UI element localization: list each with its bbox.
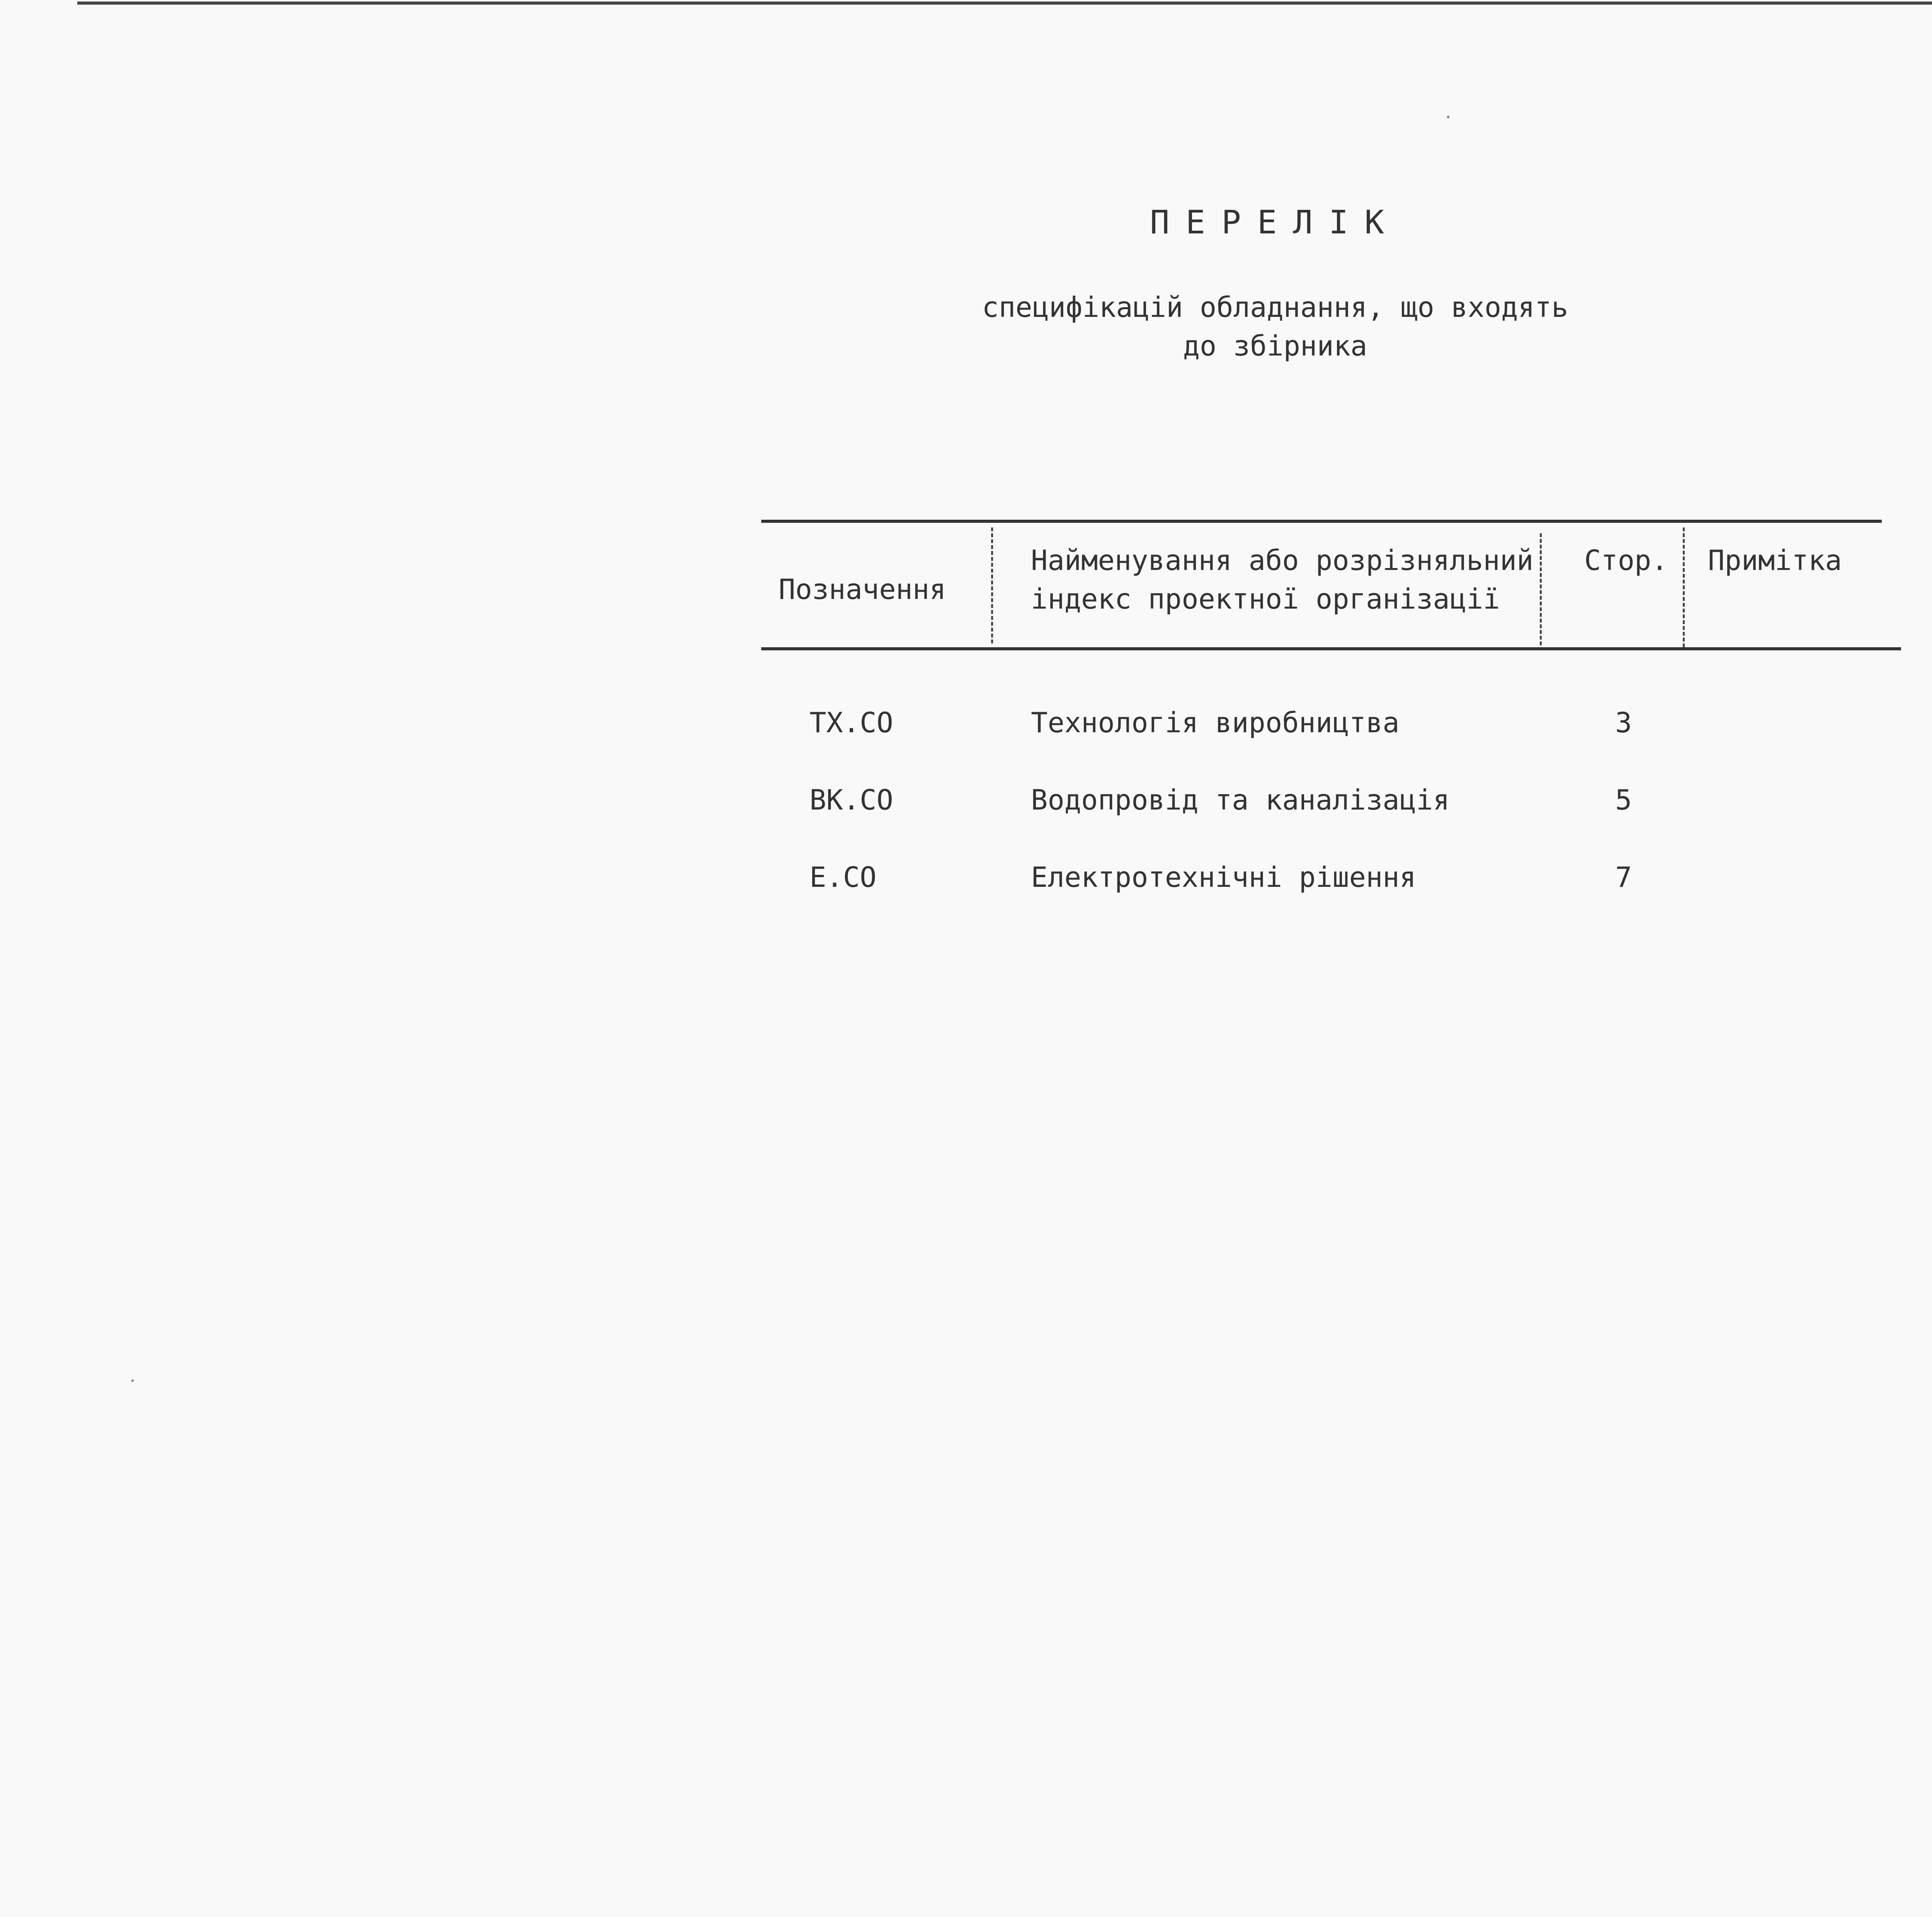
column-separator xyxy=(1540,533,1542,645)
specification-table xyxy=(761,520,1901,906)
column-separator xyxy=(1683,527,1685,647)
scan-speck xyxy=(131,1379,134,1382)
header-page: Стор. xyxy=(1584,544,1668,577)
subtitle-line-2: до збірника xyxy=(1183,330,1367,362)
row-page: 3 xyxy=(1615,706,1632,739)
table-top-rule xyxy=(761,520,1882,523)
subtitle-line-1: специфікацій обладнання, що входять xyxy=(982,291,1568,323)
header-designation: Позначення xyxy=(779,573,946,606)
header-name-line-1: Найменування або розрізняльний xyxy=(1031,544,1534,577)
scan-speck xyxy=(1447,116,1449,118)
row-name: Водопровід та каналізація xyxy=(1031,784,1450,816)
row-name: Технологія виробництва xyxy=(1031,706,1400,739)
document-title: ПЕРЕЛІК xyxy=(1150,203,1400,241)
row-designation: ТХ.СО xyxy=(810,706,893,739)
row-page: 7 xyxy=(1615,861,1632,893)
header-note: Примітка xyxy=(1708,544,1842,577)
row-name: Електротехнічні рішення xyxy=(1031,861,1416,893)
document-subtitle xyxy=(889,288,1662,365)
header-name-line-2: індекс проектної організації xyxy=(1031,583,1500,615)
row-page: 5 xyxy=(1615,784,1632,816)
top-border-line xyxy=(77,2,1932,5)
row-designation: Е.СО xyxy=(810,861,877,893)
table-header-rule xyxy=(761,647,1901,650)
column-separator xyxy=(991,527,993,643)
row-designation: ВК.СО xyxy=(810,784,893,816)
